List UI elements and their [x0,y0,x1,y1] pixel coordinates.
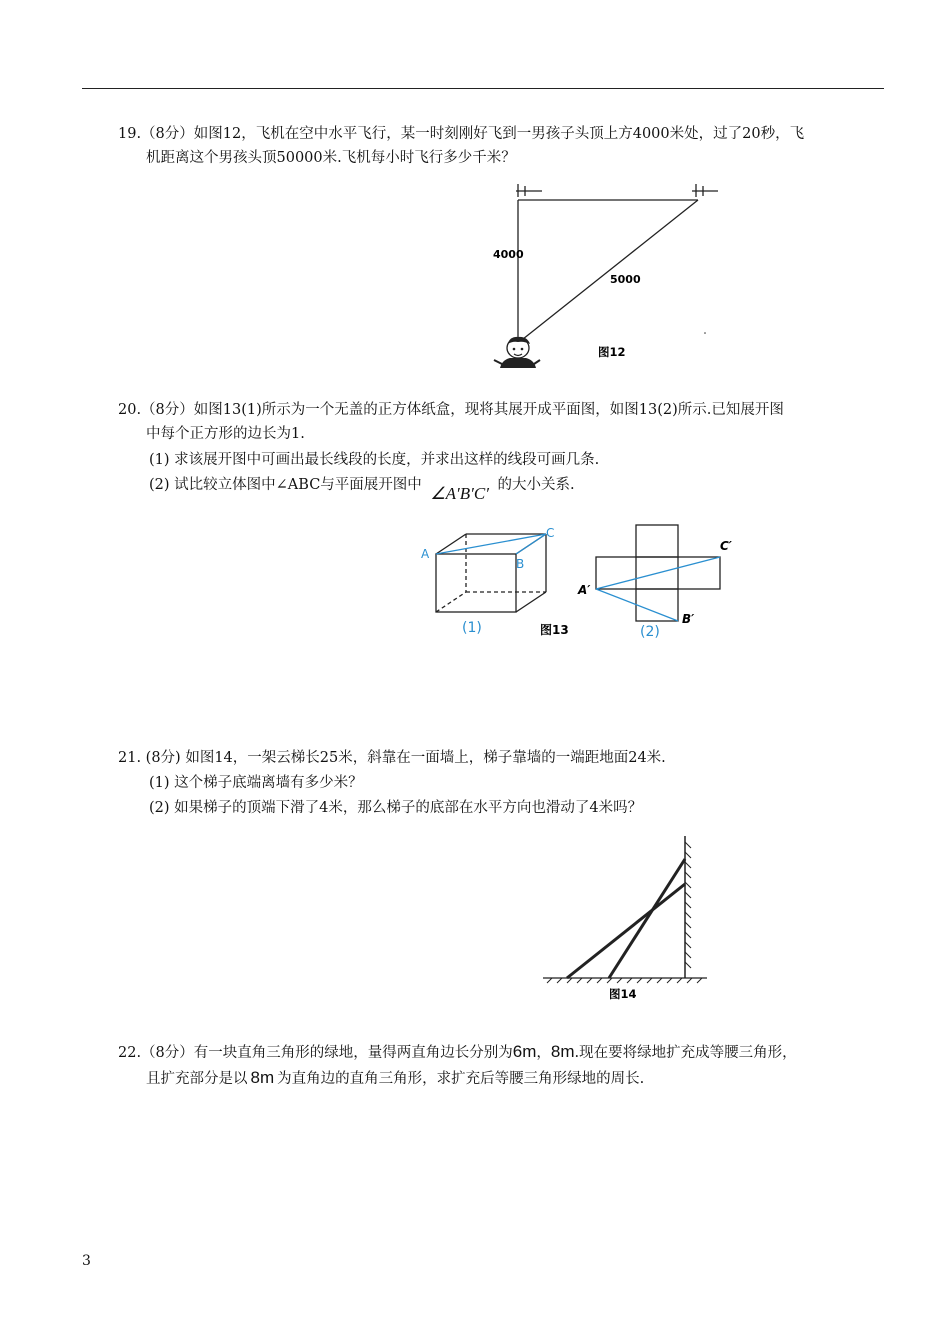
figure-13 [412,520,752,650]
q22-text-a: 22.（8分）有一块直角三角形的绿地，量得两直角边长分别为 [118,1045,513,1061]
angle-abc-prime: ∠A′B′C′ [430,484,489,503]
q22-text-d: 为直角边的直角三角形，求扩充后等腰三角形绿地的周长. [277,1071,645,1087]
cube-diagonal-ac [436,534,546,554]
value-8m: 8m [550,1042,575,1061]
net-diagonal-ac [596,557,720,589]
label-c-prime: C′ [720,539,732,553]
figure-13-caption: 图13 [540,623,569,637]
ladder-position-1 [567,884,685,978]
q19-line2: 机距离这个男孩头顶50000米.飞机每小时飞行多少千米？ [146,150,516,166]
net-diagonal-ab [596,589,678,621]
figure-12-caption: 图12 [598,345,626,359]
ladder-position-2 [609,859,685,978]
header-rule [82,88,884,89]
q20-part1: (1) 求该展开图中可画出最长线段的长度，并求出这样的线段可画几条. [149,452,600,468]
value-8m-2: 8m [250,1068,275,1087]
q20-part2-text-b: 的大小关系. [497,477,575,493]
ground-hatch [547,978,702,983]
wall-hatch [685,842,691,968]
q20-line2: 中每个正方形的边长为1. [146,426,305,442]
q20-part2 [149,474,575,503]
q19-line1: 19.（8分）如图12，飞机在空中水平飞行，某一时刻刚好飞到一男孩子头顶上方4000米处，过了20秒，飞 [118,126,805,142]
q21-part1: (1) 这个梯子底端离墙有多少米？ [149,775,363,791]
subfig-1-label: (1) [462,620,482,636]
label-4000: 4000 [493,248,524,261]
plane-icon-left [516,184,542,197]
q22-text-c: 且扩充部分是以 [146,1071,248,1087]
q22-line2 [146,1068,644,1089]
label-a: A [421,547,430,561]
page-number: 3 [82,1253,91,1269]
label-c: C [546,526,555,540]
subfig-2-label: (2) [640,624,660,640]
label-b-prime: B′ [682,612,695,626]
q21-part2: (2) 如果梯子的顶端下滑了4米，那么梯子的底部在水平方向也滑动了4米吗？ [149,800,643,816]
label-5000: 5000 [610,273,641,286]
value-6m: 6m [512,1042,537,1061]
q22-line1 [118,1042,797,1063]
plane-icon-right [692,184,718,197]
q21-line1: 21. (8分) 如图14，一架云梯长25米，斜靠在一面墙上，梯子靠墙的一端距地面24米. [118,750,666,766]
q22-text-b: .现在要将绿地扩充成等腰三角形， [574,1045,797,1061]
figure-14 [535,828,725,1006]
label-a-prime: A′ [578,583,591,597]
q20-part2-text-a: (2) 试比较立体图中∠ABC与平面展开图中 [149,477,422,493]
boy-icon [494,337,540,368]
figure-14-caption: 图14 [609,987,637,1001]
distance-line [518,200,698,343]
q20-line1: 20.（8分）如图13(1)所示为一个无盖的正方体纸盒，现将其展开成平面图，如图13(2)所示.已知展开图 [118,402,784,418]
label-b: B [516,557,525,571]
separator: ， [536,1045,551,1061]
figure-12 [480,178,740,378]
